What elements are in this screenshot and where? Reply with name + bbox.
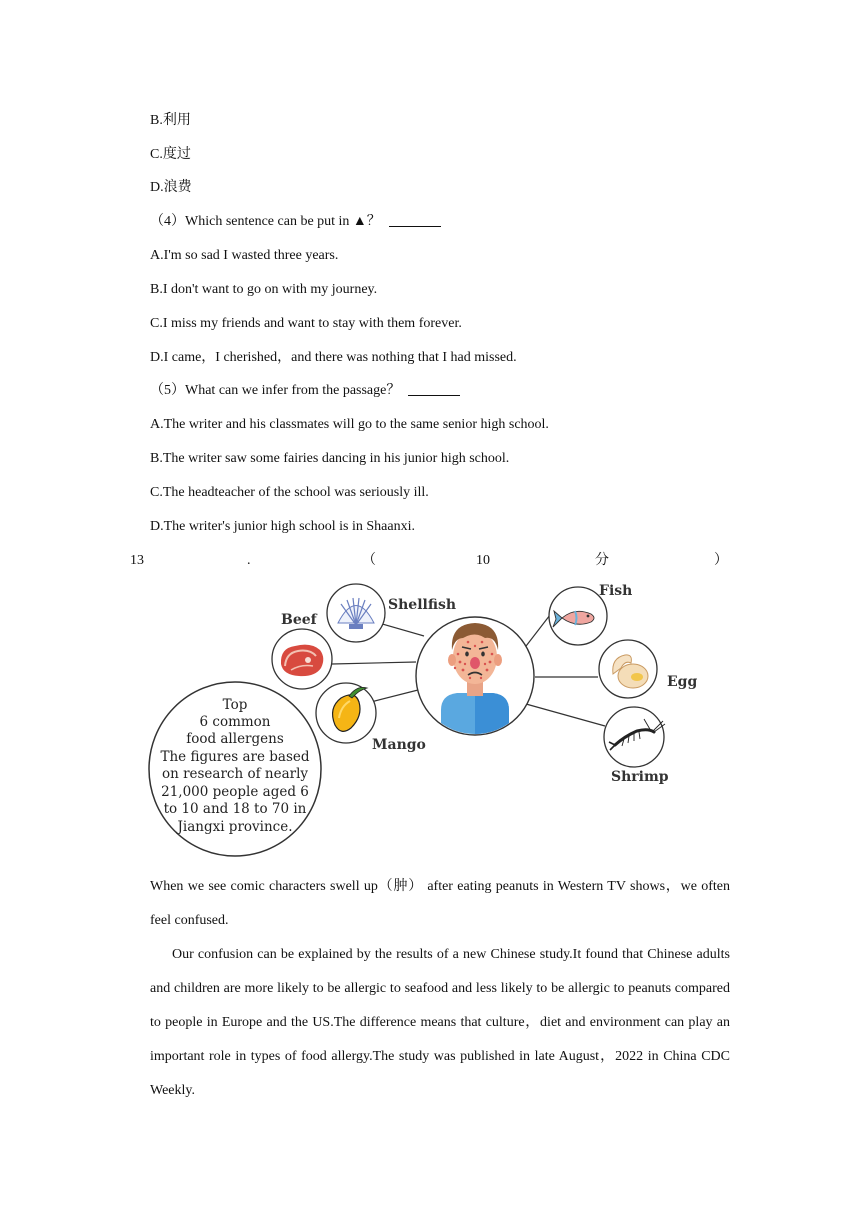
line-shellfish bbox=[379, 623, 424, 636]
q5-option-c: C.The headteacher of the school was seriously ill. bbox=[150, 485, 429, 500]
label-fish: Fish bbox=[599, 583, 633, 599]
q5-option-b: B.The writer saw some fairies dancing in his junior high school. bbox=[150, 451, 510, 466]
option-b: B.利用 bbox=[150, 113, 191, 128]
info-line: on research of nearly bbox=[161, 766, 309, 782]
q4-option-b: B.I don't want to go on with my journey. bbox=[150, 282, 378, 297]
line-shrimp bbox=[526, 704, 605, 726]
info-line: Top bbox=[222, 697, 248, 713]
q4-option-c: C.I miss my friends and want to stay with them forever. bbox=[150, 316, 462, 331]
question-number: 13 bbox=[130, 553, 144, 568]
score-close-paren: ） bbox=[714, 553, 728, 568]
line-beef bbox=[332, 662, 416, 664]
info-line: Jiangxi province. bbox=[177, 819, 293, 835]
info-line: to 10 and 18 to 70 in bbox=[163, 801, 307, 817]
option-c: C.度过 bbox=[150, 147, 191, 162]
passage-paragraph-2: Our confusion can be explained by the results of a new Chinese study.It found that Chinese adults and children are more likely to be allergic to seafood and less likely to be allergic to peanuts compared to people in Europe and the US.The difference means that culture，diet and environment can play an important role in types of food allergy.The study was published in late August，2022 in China CDC Weekly. bbox=[150, 947, 730, 1098]
info-line: The figures are based bbox=[160, 749, 310, 765]
info-line: 6 common bbox=[199, 714, 271, 730]
score-open-paren: （ bbox=[362, 553, 376, 568]
label-egg: Egg bbox=[667, 674, 698, 690]
shellfish-icon bbox=[327, 584, 385, 642]
answer-blank bbox=[408, 381, 460, 396]
passage-paragraph-1: When we see comic characters swell up（肿） after eating peanuts in Western TV shows，we often feel confused. bbox=[150, 879, 730, 928]
info-line: food allergens bbox=[186, 731, 284, 747]
line-fish bbox=[523, 615, 550, 650]
mango-icon bbox=[316, 683, 376, 743]
info-circle bbox=[149, 682, 321, 856]
shrimp-icon bbox=[604, 707, 665, 767]
egg-icon bbox=[599, 640, 657, 698]
label-mango: Mango bbox=[372, 737, 426, 753]
question-5-stem: （5）What can we infer from the passage？ bbox=[150, 383, 401, 398]
label-shellfish: Shellfish bbox=[388, 597, 457, 613]
q4-option-d: D.I came，I cherished，and there was nothing that I had missed. bbox=[150, 350, 517, 365]
food-allergen-figure bbox=[145, 578, 705, 860]
allergen-diagram bbox=[145, 578, 705, 860]
option-d: D.浪费 bbox=[150, 180, 192, 195]
q5-option-d: D.The writer's junior high school is in Shaanxi. bbox=[150, 519, 415, 534]
score-unit: 分 bbox=[595, 553, 609, 568]
info-line: 21,000 people aged 6 bbox=[161, 784, 309, 800]
person-with-allergy-icon bbox=[416, 617, 534, 738]
q5-option-a: A.The writer and his classmates will go to the same senior high school. bbox=[150, 417, 549, 432]
label-shrimp: Shrimp bbox=[611, 769, 669, 785]
answer-blank bbox=[389, 212, 441, 227]
line-mango bbox=[367, 690, 418, 703]
question-5 bbox=[150, 381, 460, 401]
q4-option-a: A.I'm so sad I wasted three years. bbox=[150, 248, 339, 263]
label-beef: Beef bbox=[281, 612, 317, 628]
score-value: 10 bbox=[476, 553, 490, 568]
question-dot: . bbox=[247, 553, 251, 568]
question-4 bbox=[150, 212, 441, 232]
beef-icon bbox=[272, 629, 332, 689]
question-4-stem: （4）Which sentence can be put in ▲？ bbox=[150, 214, 381, 229]
